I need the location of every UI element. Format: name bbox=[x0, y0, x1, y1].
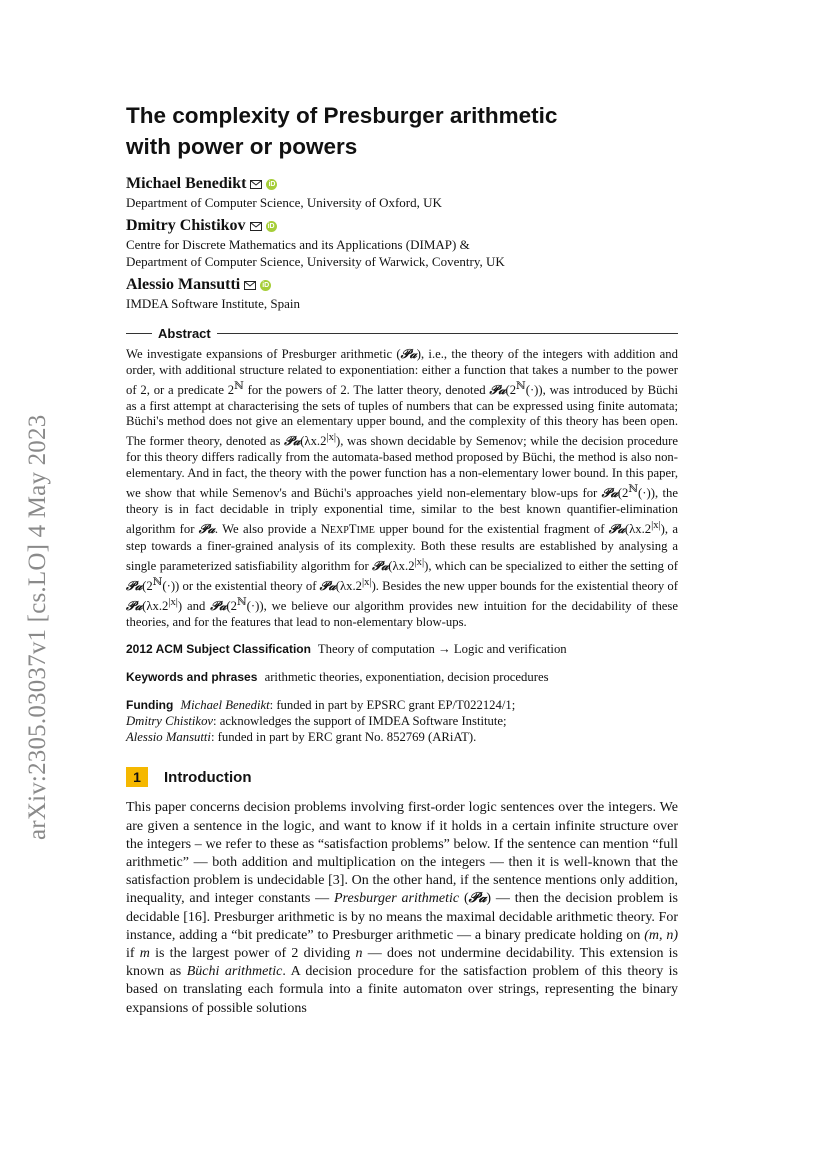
acm-label: 2012 ACM Subject Classification bbox=[126, 642, 311, 657]
arxiv-identifier: arXiv:2305.03037v1 [cs.LO] 4 May 2023 bbox=[24, 414, 51, 840]
keywords-label: Keywords and phrases bbox=[126, 670, 258, 685]
mail-icon[interactable] bbox=[250, 222, 262, 231]
author-block-chistikov bbox=[126, 216, 678, 270]
author-affiliation: Department of Computer Science, University of Oxford, UK bbox=[126, 195, 442, 210]
funding-label: Funding bbox=[126, 697, 174, 712]
abstract-label: Abstract bbox=[158, 326, 211, 341]
funding-line: Funding Michael Benedikt: funded in part by EPSRC grant EP/T022124/1; bbox=[126, 697, 516, 712]
section-heading-introduction bbox=[126, 767, 678, 787]
author-name bbox=[126, 174, 678, 194]
acm-classification bbox=[126, 642, 678, 658]
affiliation-line: Department of Computer Science, University of Warwick, Coventry, UK bbox=[126, 254, 505, 269]
rule-divider bbox=[126, 333, 152, 334]
author-name-text: Michael Benedikt bbox=[126, 175, 247, 192]
mail-icon[interactable] bbox=[250, 180, 262, 189]
author-block-benedikt bbox=[126, 174, 678, 211]
keywords bbox=[126, 670, 678, 686]
author-block-mansutti bbox=[126, 275, 678, 312]
section-title: Introduction bbox=[164, 768, 252, 786]
author-name-text: Dmitry Chistikov bbox=[126, 217, 246, 234]
affiliation-line: Centre for Discrete Mathematics and its Applications (DIMAP) & bbox=[126, 237, 470, 252]
funding-block bbox=[126, 698, 678, 745]
keywords-value: arithmetic theories, exponentiation, decision procedures bbox=[264, 670, 549, 685]
abstract-body: We investigate expansions of Presburger arithmetic (𝒫𝒶), i.e., the theory of the integers with addition and order, with additional structure related to exponentiation: either a function that takes a number to the power of 2, or a predicate $2^ℕ$ for the powers of 2. The latter theory, denoted $𝒫𝒶(2^ℕ(\cdot))$, was introduced by Büchi as a first attempt at characterising the sets of tuples of numbers that can be expressed using finite automata; Büchi's method does not give an elementary upper bound, and the complexity of this theory has been open. The former theory, denoted as $𝒫𝒶(\lambda x.2^{|x|})$, was shown decidable by Semenov; while the decision procedure for this theory differs radically from the automata-based method proposed by Büchi, the method is also non-elementary. And in fact, the theory with the power function has a non-elementary lower bound. In this paper, we show that while Semenov's and Büchi's approaches yield non-elementary blow-ups for $𝒫𝒶(2^ℕ(\cdot))$, the theory is in fact decidable in triply exponential time, similar to the best known quantifier-elimination algorithm for 𝒫𝒶. We also provide a NEXPTIME upper bound for the existential fragment of $𝒫𝒶(\lambda x.2^{|x|})$, a step towards a finer-grained analysis of its complexity. Both these results are established by analysing a single parameterized satisfiability algorithm for $𝒫𝒶(\lambda x.2^{|x|})$, which can be specialized to either the setting of $𝒫𝒶(2^ℕ(\cdot))$ or the existential theory of $𝒫𝒶(\lambda x.2^{|x|})$. Besides the new upper bounds for the existential theory of $𝒫𝒶(\lambda x.2^{|x|})$ and $𝒫𝒶(2^ℕ(\cdot))$, we believe our algorithm provides new intuition for the decidability of these theories, and for the features that lead to non-elementary blow-ups. bbox=[126, 347, 678, 629]
page-content bbox=[126, 100, 678, 1018]
author-name bbox=[126, 216, 678, 236]
acm-value: Theory of computation → Logic and verification bbox=[317, 642, 567, 657]
author-affiliation: IMDEA Software Institute, Spain bbox=[126, 296, 301, 311]
introduction-body: This paper concerns decision problems involving first-order logic sentences over the integers. We are given a sentence in the logic, and want to know if it holds in a certain infinite structure over the integers – we refer to these as “satisfaction problems” below. If the sentence can mention “full arithmetic” — both addition and multiplication on the integers — then it is well-known that the satisfaction problem is undecidable [3]. On the other hand, if the sentence mentions only addition, inequality, and integer constants — Presburger arithmetic (𝒫𝒶) — then the decision problem is decidable [16]. Presburger arithmetic is by no means the maximal decidable arithmetic theory. For instance, adding a “bit predicate” to Presburger arithmetic — a binary predicate holding on (m, n) if m is the largest power of 2 dividing n — does not undermine decidability. This extension is known as Büchi arithmetic. A decision procedure for the satisfaction problem of this theory is based on translating each formula into a finite automaton over strings, representing the binary expansions of possible solutions bbox=[126, 800, 678, 1016]
author-affiliation bbox=[126, 236, 678, 270]
author-name bbox=[126, 275, 678, 295]
rule-divider bbox=[217, 333, 678, 334]
funding-line: Dmitry Chistikov: acknowledges the support of IMDEA Software Institute; bbox=[126, 713, 507, 728]
title-line-2: with power or powers bbox=[126, 134, 358, 159]
orcid-icon[interactable]: iD bbox=[267, 222, 275, 230]
section-number: 1 bbox=[126, 767, 148, 787]
funding-line: Alessio Mansutti: funded in part by ERC grant No. 852769 (ARiAT). bbox=[126, 729, 477, 744]
paper-title bbox=[126, 100, 678, 162]
orcid-icon[interactable]: iD bbox=[262, 281, 270, 289]
mail-icon[interactable] bbox=[244, 281, 256, 290]
abstract-heading bbox=[126, 326, 678, 341]
author-name-text: Alessio Mansutti bbox=[126, 276, 241, 293]
title-line-1: The complexity of Presburger arithmetic bbox=[126, 103, 558, 128]
orcid-icon[interactable]: iD bbox=[268, 180, 276, 188]
